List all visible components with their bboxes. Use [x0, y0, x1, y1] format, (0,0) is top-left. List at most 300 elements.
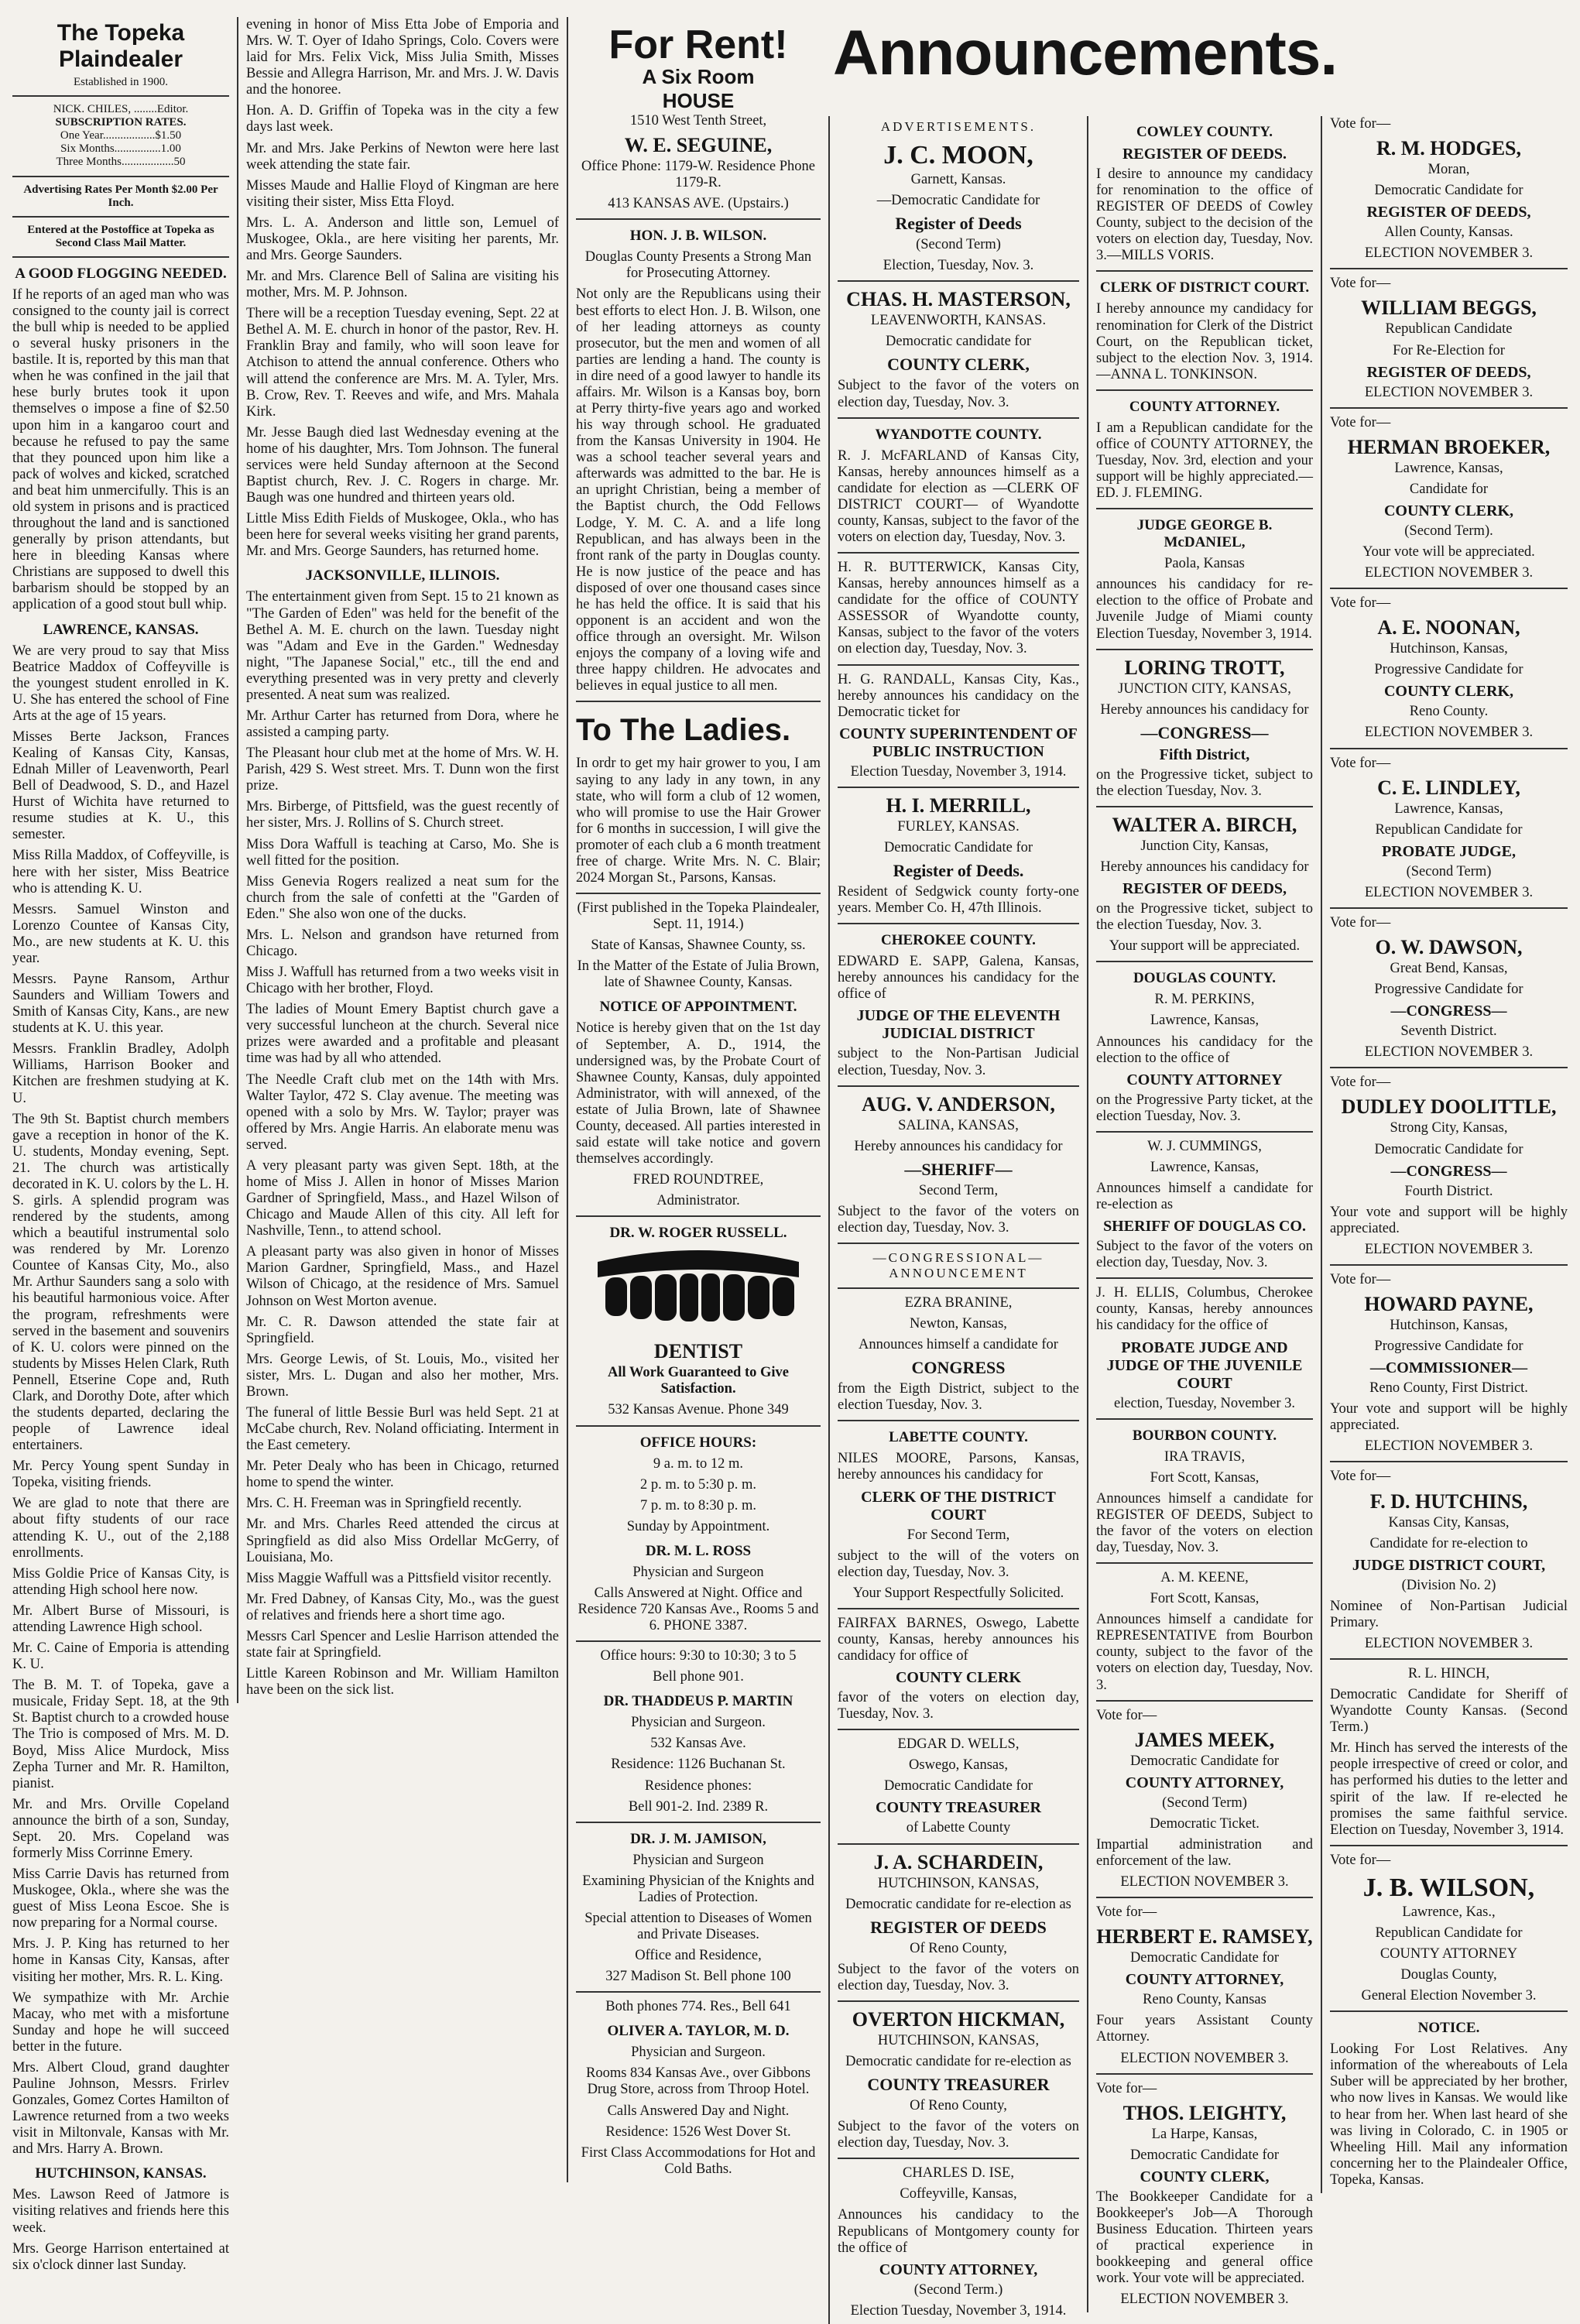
ad-paragraph: Resident of Sedgwick county forty-one years. Member Co. H, 47th Illinois. [838, 884, 1079, 917]
ad-line: JUNCTION CITY, KANSAS, [1118, 680, 1291, 697]
ad-line: Allen County, Kansas. [1384, 225, 1513, 241]
ad-line: Paola, Kansas [1164, 556, 1245, 572]
ad-line: Fourth District. [1404, 1183, 1493, 1199]
ad-line: Newton, Kansas, [910, 1316, 1007, 1332]
vote-for: Vote for— [1096, 2080, 1157, 2096]
ad-line: ELECTION NOVEMBER 3. [1120, 2291, 1289, 2308]
divider [838, 417, 1079, 419]
ad-line: La Harpe, Kansas, [1151, 2126, 1258, 2142]
article-paragraph: Little Miss Edith Fields of Muskogee, Okla., who has been here for several weeks visiting her grand parents, Mr. and Mrs. George Saunders, has returned home. [246, 511, 559, 560]
taylor-line: Physician and Surgeon. [631, 2045, 766, 2061]
ad-paragraph: R. J. McFARLAND of Kansas City, Kansas, hereby announces himself as a candidate for election as —CLERK OF DISTRICT COURT— of Wyandotte county, Kansas, subject to the favor of the voters on election day, Tuesday, Nov. 3. [838, 447, 1079, 546]
office-title: —COMMISSIONER— [1369, 1359, 1528, 1377]
ad-line: Hutchinson, Kansas, [1390, 641, 1508, 657]
divider [1330, 2010, 1568, 2012]
vote-for: Vote for— [1330, 276, 1391, 292]
article-paragraph: Miss Rilla Maddox, of Coffeyville, is here with her sister, Miss Beatrice who is attending K. U. [12, 848, 229, 896]
ad-line: Announces himself a candidate for [859, 1337, 1058, 1353]
ad-line: (Second Term) [1162, 1794, 1247, 1811]
candidate-name: A. E. NOONAN, [1377, 616, 1520, 639]
jamison-line: 327 Madison St. Bell phone 100 [605, 1969, 791, 1985]
ad-paragraph: Subject to the favor of the voters on election day, Tuesday, Nov. 3. [838, 1961, 1079, 1993]
article-paragraph: Misses Berte Jackson, Frances Kealing of Kansas City, Kansas, Ednah Miller of Leavenworth, Pearl Bell of Deadwood, S. D., and Hazel Hurst of Wichita have returned to resume studies at K. U., this semester. [12, 728, 229, 843]
ad-label: ADVERTISEMENTS. [880, 119, 1037, 134]
office-title: COUNTY ATTORNEY, [879, 2261, 1038, 2278]
article-paragraph: Mrs. George Lewis, of St. Louis, Mo., visited her sister, Mrs. L. Dugan and also her mother, Mrs. Brown. [246, 1351, 559, 1400]
article-paragraph: We are very proud to say that Miss Beatrice Maddox of Coffeyville is the youngest student enrolled in K. U. She has entered the school of Fine Arts at the age of 15 years. [12, 643, 229, 724]
ad-paragraph: Nominee of Non-Partisan Judicial Primary. [1330, 1598, 1568, 1630]
ad-paragraph: FAIRFAX BARNES, Oswego, Labette county, Kansas, hereby announces his candidacy for office of [838, 1615, 1079, 1664]
ad-line: Republican Candidate [1385, 321, 1513, 338]
office-title: SHERIFF OF DOUGLAS CO. [1103, 1218, 1306, 1236]
jacksonville-heading: JACKSONVILLE, ILLINOIS. [305, 567, 500, 584]
ad-paragraph: Your vote and support will be highly appreciated. [1330, 1401, 1568, 1434]
six-room: A Six Room [642, 65, 755, 88]
divider [1096, 270, 1313, 272]
ad-paragraph: on the Progressive Party ticket, at the election Tuesday, Nov. 3. [1096, 1092, 1313, 1124]
wilson-heading: HON. J. B. WILSON. [629, 228, 767, 245]
candidate-name: AUG. V. ANDERSON, [862, 1092, 1055, 1116]
office-title: Register of Deeds. [893, 861, 1024, 881]
ad-line: Garnett, Kansas. [910, 172, 1006, 187]
russell-heading: DR. W. ROGER RUSSELL. [609, 1225, 787, 1242]
jamison-heading: DR. J. M. JAMISON, [630, 1830, 766, 1847]
flogging-heading: A GOOD FLOGGING NEEDED. [15, 265, 227, 282]
section-heading: CLERK OF DISTRICT COURT. [1099, 279, 1310, 296]
ad-line: Democratic Candidate for [1129, 1753, 1280, 1769]
article-paragraph: Mr. and Mrs. Charles Reed attended the circus at Springfield as did also Miss Ordellar McGerry, of Louisiana, Mo. [246, 1517, 559, 1565]
office-title: REGISTER OF DEEDS. [1122, 146, 1287, 163]
ad-paragraph: subject to the Non-Partisan Judicial election, Tuesday, Nov. 3. [838, 1046, 1079, 1078]
ad-line: Your Support Respectfully Solicited. [852, 1585, 1064, 1601]
ad-line: ELECTION NOVEMBER 3. [1120, 2050, 1289, 2066]
divider [838, 1729, 1079, 1730]
rate-line: Six Months................1.00 [60, 142, 181, 156]
taylor-line: Residence: 1526 West Dover St. [605, 2123, 791, 2140]
notice-line: In the Matter of the Estate of Julia Brown, late of Shawnee County, Kansas. [577, 958, 820, 991]
article-paragraph: The Needle Craft club met on the 14th with Mrs. Walter Taylor, 472 S. Clay avenue. The meeting was opened with a solo by Mrs. W. Taylor; prayer was offered by Mrs. Angie Harris. An elaborate menu was served. [246, 1071, 559, 1153]
ad-line: For Re-Election for [1393, 342, 1505, 358]
candidate-name: HERMAN BROEKER, [1347, 435, 1551, 458]
ad-line: Hereby announces his candidacy for [1100, 701, 1309, 718]
candidate-name: R. M. HODGES, [1376, 137, 1522, 160]
martin-line: Bell 901-2. Ind. 2389 R. [628, 1798, 769, 1815]
martin-body [576, 1715, 821, 1815]
ad-line: Fort Scott, Kansas, [1150, 1469, 1260, 1486]
office-title: REGISTER OF DEEDS, [1366, 363, 1531, 381]
office-title: COUNTY CLERK, [1140, 2168, 1270, 2185]
ad-line: Lawrence, Kas., [1402, 1904, 1496, 1920]
article-paragraph: Mrs. L. Nelson and grandson have returned from Chicago. [246, 927, 559, 959]
ad-paragraph: J. H. ELLIS, Columbus, Cherokee county, Kansas, hereby announces his candidacy for the office of [1096, 1285, 1313, 1334]
ad-paragraph: Subject to the favor of the voters on election day, Tuesday, Nov. 3. [838, 378, 1079, 410]
article-paragraph: A pleasant party was also given in honor of Misses Marion Gardner, Springfield, Mass., and Hazel Wilson of Chicago, at the residence of Mrs. Samuel Johnson on West Morton avenue. [246, 1244, 559, 1309]
ad-line: SALINA, KANSAS, [898, 1117, 1019, 1133]
article-paragraph: Mrs. Birberge, of Pittsfield, was the guest recently of her sister, Mrs. J. Rollins of S. Church street. [246, 799, 559, 831]
ad-paragraph: The Bookkeeper Candidate for a Bookkeeper's Job—A Thorough Business Education. Thirteen years of practical experience in bookkeeping and general office work. Your vote will be appreciated. [1096, 2189, 1313, 2287]
ad-line: Of Reno County, [910, 2098, 1007, 2114]
office-title: COUNTY SUPERINTENDENT OF PUBLIC INSTRUCTION [839, 725, 1078, 760]
ad-line: Great Bend, Kansas, [1390, 961, 1508, 977]
vote-for: Vote for— [1330, 1852, 1391, 1868]
candidate-name: WILLIAM BEGGS, [1361, 296, 1537, 320]
martin-line: Physician and Surgeon. [631, 1715, 766, 1731]
divider [838, 1843, 1079, 1845]
article-paragraph: Not only are the Republicans using their best efforts to elect Hon. J. B. Wilson, one of her leading attorneys as county prosecutor, but the men and women of all parties are lending a hand. The county is in dire need of a good lawyer to handle its affairs. Mr. Wilson is a Kansas boy, born at Perry thirty-five years ago and worked his way through school. He graduated from the Kansas University in 1904. He was a school teacher several years and afterwards was admitted to the bar. He is an upright Christian, being a member of the Baptist church, the Odd Fellows Lodge, Y. M. C. A. and a life long Republican, and has always been in the front rank of the party in Douglas county. He is now justice of the peace and has disposed of over one thousand cases since he has held the office. It is said that his opponent is an accident and won the office through an oversight. Mr. Wilson enjoys the company of a loving wife and three happy children. He advocates and believes in equal justice to all men. [576, 286, 821, 694]
candidate-name: HERBERT E. RAMSEY, [1096, 1925, 1313, 1949]
article-paragraph: Miss Goldie Price of Kansas City, is attending High school here now. [12, 1565, 229, 1598]
lawrence-heading: LAWRENCE, KANSAS. [43, 621, 199, 638]
martin-line: Residence phones: [644, 1777, 752, 1794]
article-paragraph: Miss Genevia Rogers realized a neat sum for the church from the sale of confetti at the "Garden of Eden." She also won one of the ducks. [246, 873, 559, 922]
ad-paragraph: Announces himself a candidate for REGISTER OF DEEDS, Subject to the favor of the voters on election day, Tuesday, Nov. 3. [1096, 1490, 1313, 1555]
article-paragraph: Messrs. Samuel Winston and Lorenzo Countee of Kansas City, Mo., are new students at K. U. this year. [12, 901, 229, 966]
divider [838, 1085, 1079, 1087]
announcements-banner: Announcements. [833, 18, 1338, 88]
ad-line: Candidate for [1409, 481, 1489, 497]
divider [838, 280, 1079, 282]
article-paragraph: The ladies of Mount Emery Baptist church gave a very successful luncheon at the church. Several nice prizes were awarded and a profitable and pleasant time was had by all who attended. [246, 1002, 559, 1067]
ad-line: Hutchinson, Kansas, [1390, 1317, 1508, 1333]
divider [1330, 1658, 1568, 1660]
ross-line: Calls Answered at Night. Office and Residence 720 Kansas Ave., Rooms 5 and 6. PHONE 3387. [578, 1585, 819, 1634]
article-paragraph: Mrs. Albert Cloud, grand daughter Pauline Johnson, Messrs. Frirlev Gonzales, Gomez Cortes Hamilton of Lawrence returned from a two weeks visit in Miltonvale, Kansas with Mr. and Mrs. Harry A. Brown. [12, 2059, 229, 2158]
jamison-line: Examining Physician of the Knights and Ladies of Protection. [582, 1873, 814, 1905]
taylor-phones: Both phones 774. Res., Bell 641 [605, 1999, 791, 2015]
divider [1330, 748, 1568, 749]
divider [838, 2000, 1079, 2002]
section-heading: WYANDOTTE COUNTY. [875, 426, 1042, 443]
article-paragraph: Mr. Fred Dabney, of Kansas City, Mo., was the guest of relatives and friends here a short time ago. [246, 1591, 559, 1623]
ad-line: ELECTION NOVEMBER 3. [1364, 725, 1534, 741]
ad-label: —CONGRESSIONAL— ANNOUNCEMENT [872, 1249, 1044, 1280]
lawrence-body [12, 643, 229, 2158]
ad-line: A. M. KEENE, [1160, 1570, 1249, 1586]
ad-paragraph: Announces his candidacy to the Republicans of Montgomery county for the office of [838, 2207, 1079, 2256]
masthead-title: The Topeka Plaindealer [57, 20, 185, 72]
teeth-illustration [576, 1246, 821, 1332]
ad-line: Junction City, Kansas, [1140, 838, 1269, 854]
ad-line: election, Tuesday, November 3. [1113, 1395, 1296, 1411]
divider [838, 1608, 1079, 1609]
jamison-line: Special attention to Diseases of Women and Private Diseases. [584, 1910, 812, 1943]
ad-line: Reno County, Kansas [1143, 1992, 1266, 2008]
ad-line: Oswego, Kansas, [909, 1757, 1008, 1774]
ad-paragraph: Democratic Candidate for Sheriff of Wyandotte County Kansas. (Second Term.) [1330, 1687, 1568, 1736]
dentist-label: DENTIST [653, 1340, 743, 1363]
office-title: PROBATE JUDGE, [1382, 842, 1516, 860]
ad-line: (Second Term). [1404, 523, 1493, 539]
entered-note: Entered at the Postoffice at Topeka as Second Class Mail Matter. [27, 223, 214, 249]
ad-paragraph: Subject to the favor of the voters on election day, Tuesday, Nov. 3. [1096, 1239, 1313, 1271]
ad-line: Progressive Candidate for [1374, 1339, 1523, 1355]
article-paragraph: Mr. and Mrs. Jake Perkins of Newton were here last week attending the state fair. [246, 140, 559, 173]
subscription-header: SUBSCRIPTION RATES. [55, 116, 187, 129]
candidate-name: F. D. HUTCHINS, [1369, 1489, 1528, 1513]
ad-line: IRA TRAVIS, [1164, 1448, 1246, 1465]
divider [1330, 268, 1568, 269]
candidate-name: H. I. MERRILL, [886, 794, 1031, 817]
ad-line: Democratic Candidate for [1129, 2147, 1280, 2163]
candidate-name: C. E. LINDLEY, [1377, 776, 1520, 799]
office-title: Register of Deeds [895, 214, 1022, 234]
section-heading: NOTICE. [1417, 2020, 1480, 2037]
article-paragraph: Miss Carrie Davis has returned from Muskogee, Okla., where she was the guest of Miss Leona Escoe. She is now preparing for a Normal course. [12, 1866, 229, 1932]
ad-paragraph: I hereby announce my candidacy for renomination for Clerk of the District Court, on the Republican ticket, subject to the election Nov. 3, 1914.—ANNA L. TONKINSON. [1096, 301, 1313, 382]
article-paragraph: The entertainment given from Sept. 15 to 21 known as "The Garden of Eden" was held for the benefit of the Bethel A. M. E. church on the lawn. Tuesday night was "Adam and Eve in the Garden." Wednesday night, "The Japanese Social," etc., till the end and everything presented was in very pretty and cleverly presented. A neat sum was realized. [246, 589, 559, 703]
section-heading: CHEROKEE COUNTY. [881, 932, 1036, 949]
ad-line: For Second Term, [907, 1527, 1010, 1543]
article-paragraph: Mr. C. R. Dawson attended the state fair at Springfield. [246, 1314, 559, 1346]
ad-line: Democratic Candidate for [883, 839, 1033, 855]
office-title: COUNTY CLERK [895, 1669, 1022, 1687]
divider [1096, 2073, 1313, 2075]
russell-address: 532 Kansas Avenue. Phone 349 [608, 1402, 789, 1418]
ad-line: ELECTION NOVEMBER 3. [1364, 884, 1534, 900]
ad-paragraph: Announces his candidacy for the election to the office of [1096, 1033, 1313, 1066]
ad-line: Election Tuesday, November 3, 1914. [850, 763, 1067, 780]
article-paragraph: Mrs. J. P. King has returned to her home in Kansas City, Kansas, after visiting her mother, Mrs. R. L. King. [12, 1936, 229, 1985]
ad-line: HUTCHINSON, KANSAS, [877, 1875, 1040, 1891]
ad-line: Second Term, [918, 1182, 999, 1198]
candidate-name: OVERTON HICKMAN, [852, 2007, 1065, 2031]
ad-line: Lawrence, Kansas, [1394, 800, 1503, 817]
martin-phone: Bell phone 901. [653, 1669, 744, 1685]
office-title: —CONGRESS— [1140, 722, 1269, 742]
office-title: JUDGE DISTRICT COURT, [1352, 1556, 1546, 1574]
rate-line: One Year..................$1.50 [60, 129, 182, 142]
ad-paragraph: Announces himself a candidate for REPRESENTATIVE from Bourbon county, subject to the favor of the voters on election day, Tuesday, Nov. 3. [1096, 1612, 1313, 1693]
divider [1330, 407, 1568, 409]
masthead-editor: NICK. CHILES, ........Editor. [53, 103, 189, 116]
jamison-line: Office and Residence, [635, 1948, 762, 1964]
ad-paragraph: Subject to the favor of the voters on election day, Tuesday, Nov. 3. [838, 2119, 1079, 2151]
ad-line: Reno County, First District. [1369, 1380, 1528, 1397]
ad-line: Republican Candidate for [1375, 821, 1523, 838]
ad-line: Progressive Candidate for [1374, 982, 1523, 998]
hours-line: 9 a. m. to 12 m. [653, 1455, 744, 1472]
office-title: CONGRESS [911, 1358, 1006, 1378]
notice-signature: Administrator. [656, 1193, 740, 1209]
ad-paragraph: H. R. BUTTERWICK, Kansas City, Kansas, hereby announces himself as a candidate for the office of COUNTY ASSESSOR of Wyandotte county, Kansas, subject to the favor of the voters on election day, Tuesday, Nov. 3. [838, 560, 1079, 657]
taylor-line: First Class Accommodations for Hot and Cold Baths. [581, 2144, 816, 2177]
divider [1096, 1277, 1313, 1279]
article-paragraph: Mr. Albert Burse of Missouri, is attending Lawrence High school. [12, 1602, 229, 1635]
ad-line: of Labette County [906, 1820, 1011, 1836]
divider [838, 1420, 1079, 1421]
vote-for: Vote for— [1096, 1904, 1157, 1921]
divider [838, 2158, 1079, 2159]
taylor-body [576, 2045, 821, 2178]
ad-line: Democratic Candidate for [1129, 1950, 1280, 1966]
house-address: 1510 West Tenth Street, [629, 113, 767, 129]
ad-line: Democratic candidate for re-election as [845, 2054, 1071, 2069]
article-paragraph: A very pleasant party was given Sept. 18th, at the home of Miss J. Allen in honor of Misses Marion Gardner of Springfield, Mass., and Hazel Wilson of Chicago and Maude Allen of this city. All left for Nashville, Tenn., to attend school. [246, 1157, 559, 1239]
office-title: COUNTY CLERK, [1383, 502, 1514, 519]
ad-line: Hereby announces his candidacy for [854, 1138, 1063, 1154]
ad-line: Democratic candidate for re-election as [845, 1896, 1071, 1912]
article-paragraph: Messrs. Franklin Bradley, Adolph Williams, Harrison Booker and Kitchen are freshmen studying at K. U. [12, 1041, 229, 1106]
ad-paragraph: NILES MOORE, Parsons, Kansas, hereby announces his candidacy for [838, 1451, 1079, 1483]
divider [1096, 1418, 1313, 1420]
article-paragraph: Misses Maude and Hallie Floyd of Kingman are here visiting their sister, Miss Etta Floyd. [246, 177, 559, 210]
ad-paragraph: H. G. RANDALL, Kansas City, Kas., hereby announces his candidacy on the Democratic ticket for [838, 671, 1079, 720]
hours-heading: OFFICE HOURS: [639, 1434, 757, 1451]
divider [838, 787, 1079, 788]
martin-hours: Office hours: 9:30 to 10:30; 3 to 5 [600, 1648, 797, 1664]
ad-line: Progressive Candidate for [1374, 662, 1523, 678]
divider [1330, 1845, 1568, 1846]
notice-intro [576, 900, 821, 991]
article-paragraph: Miss J. Waffull has returned from a two weeks visit in Chicago with her brother, Floyd. [246, 965, 559, 997]
section-heading: LABETTE COUNTY. [889, 1429, 1028, 1446]
ad-line: EDGAR D. WELLS, [897, 1736, 1020, 1753]
column-3 [567, 17, 828, 2182]
ad-line: Lawrence, Kansas, [1150, 1159, 1260, 1175]
ad-line: Seventh District. [1400, 1023, 1497, 1040]
article-paragraph: Mr. and Mrs. Clarence Bell of Salina are visiting his mother, Mrs. M. P. Johnson. [246, 269, 559, 301]
candidate-name: J. A. SCHARDEIN, [873, 1850, 1044, 1873]
ad-paragraph: Your vote and support will be highly appreciated. [1330, 1204, 1568, 1236]
ad-paragraph: favor of the voters on election day, Tuesday, Nov. 3. [838, 1690, 1079, 1722]
house-heading: HOUSE [662, 89, 735, 112]
ad-line: EZRA BRANINE, [904, 1294, 1013, 1311]
taylor-line: Calls Answered Day and Night. [607, 2103, 790, 2119]
article-paragraph: There will be a reception Tuesday evening, Sept. 22 at Bethel A. M. E. church in honor of the pastor, Rev. H. Franklin Bray and family, who will soon leave for Atchison to attend the annual conference. Others who will attend the conference are Mrs. M. A. Tyler, Mrs. B. Crow, Rev. T. Reeves and wife, and Mrs. Mahala Kirk. [246, 306, 559, 420]
ad-line: Hereby announces his candidacy for [1100, 859, 1309, 876]
column-5 [1087, 116, 1321, 2312]
ad-line: Your support will be appreciated. [1109, 938, 1301, 955]
ad-line: ELECTION NOVEMBER 3. [1364, 1241, 1534, 1257]
ad-line: ELECTION NOVEMBER 3. [1364, 384, 1534, 400]
office-title: REGISTER OF DEEDS, [1122, 880, 1287, 898]
notice-line: (First published in the Topeka Plaindealer, Sept. 11, 1914.) [577, 900, 820, 933]
divider [1330, 1264, 1568, 1266]
divider [838, 1243, 1079, 1244]
divider [1096, 806, 1313, 807]
article-paragraph: Messrs Carl Spencer and Leslie Harrison attended the state fair at Springfield. [246, 1628, 559, 1661]
vote-for: Vote for— [1330, 1075, 1391, 1091]
office-title: COUNTY CLERK, [887, 355, 1030, 375]
ad-line: ELECTION NOVEMBER 3. [1120, 1874, 1289, 1890]
office-title: COUNTY TREASURER [876, 1799, 1041, 1817]
hutchinson-heading: HUTCHINSON, KANSAS. [35, 2165, 207, 2182]
jamison-body [576, 1853, 821, 1986]
ad-line: Election Tuesday, November 3, 1914. [850, 2302, 1067, 2319]
ad-paragraph: I desire to announce my candidacy for renomination to the office of REGISTER OF DEEDS of Cowley County, subject to the decision of the voters on election day, Tuesday, Nov. 3.—MILLS VORIS. [1096, 166, 1313, 264]
vote-for: Vote for— [1330, 116, 1391, 132]
divider [1096, 961, 1313, 962]
seguine-phone: Office Phone: 1179-W. Residence Phone 1179-R. [581, 159, 815, 191]
section-heading: BOURBON COUNTY. [1132, 1427, 1277, 1444]
article-paragraph: Hon. A. D. Griffin of Topeka was in the city a few days last week. [246, 103, 559, 135]
hours-list [576, 1456, 821, 1535]
divider [838, 1287, 1079, 1289]
ad-line: ELECTION NOVEMBER 3. [1364, 1438, 1534, 1455]
article-paragraph: The funeral of little Bessie Burl was held Sept. 21 at McCabe church, Rev. Noland officiating. Interment in the East cemetery. [246, 1405, 559, 1454]
seguine-address: 413 KANSAS AVE. (Upstairs.) [608, 196, 789, 212]
divider [1096, 389, 1313, 391]
jamison-line: Physician and Surgeon [632, 1852, 764, 1868]
ad-line: Reno County. [1409, 704, 1489, 720]
ad-line: Of Reno County, [910, 1940, 1007, 1956]
ad-line: (Second Term.) [913, 2281, 1003, 2298]
ross-heading: DR. M. L. ROSS [645, 1542, 752, 1559]
ad-line: Your vote will be appreciated. [1362, 544, 1535, 560]
ad-paragraph: I am a Republican candidate for the office of COUNTY ATTORNEY, the Tuesday, Nov. 3rd, election and your support will be highly appreciated.—ED. J. FLEMING. [1096, 420, 1313, 502]
notice-line: State of Kansas, Shawnee County, ss. [591, 937, 806, 954]
article-paragraph: Mrs. George Harrison entertained at six o'clock dinner last Sunday. [12, 2240, 229, 2273]
office-title: REGISTER OF DEEDS, [1366, 204, 1531, 221]
ad-paragraph: subject to the will of the voters on election day, Tuesday, Nov. 3. [838, 1548, 1079, 1580]
vote-for: Vote for— [1330, 414, 1391, 430]
article-paragraph: We sympathize with Mr. Archie Macay, who met with a misfortune Sunday and hope he will succeed better in the future. [12, 1990, 229, 2055]
ad-paragraph: Subject to the favor of the voters on election day, Tuesday, Nov. 3. [838, 1203, 1079, 1236]
martin-line: Residence: 1126 Buchanan St. [611, 1757, 786, 1773]
social-notes [246, 17, 559, 560]
office-title: CLERK OF THE DISTRICT COURT [861, 1488, 1056, 1524]
candidate-name: THOS. LEIGHTY, [1122, 2101, 1287, 2124]
taylor-line: Rooms 834 Kansas Ave., over Gibbons Drug Store, across from Throop Hotel. [586, 2065, 811, 2098]
ad-line: (Second Term) [1406, 863, 1492, 879]
article-paragraph: The Pleasant hour club met at the home of Mrs. W. H. Parish, 429 S. West street. Mrs. T. Dunn won the first prize. [246, 746, 559, 794]
office-title: COUNTY ATTORNEY, [1125, 1971, 1284, 1989]
ad-line: Democratic Candidate for [1374, 183, 1523, 199]
ad-paragraph: Looking For Lost Relatives. Any information of the whereabouts of Lela Suber will be appreciated by her brother, who now lives in Kansas. We would like to hear from her. When last heard of she was living in Colorado, C. in 1905 or Wheeling Hill. Mail any information concerning her to the Plaindealer Office, Topeka, Kansas. [1330, 2041, 1568, 2188]
hutchinson-body [12, 2187, 229, 2273]
candidate-name: LORING TROTT, [1124, 656, 1285, 679]
ad-line: LEAVENWORTH, KANSAS. [870, 313, 1047, 329]
russell-note: All Work Guaranteed to Give Satisfaction. [608, 1365, 789, 1397]
column-4 [828, 116, 1087, 2324]
article-paragraph: We are glad to note that there are about fifty students of our race attending K. U., out of the 2,188 enrollments. [12, 1496, 229, 1561]
candidate-name: HOWARD PAYNE, [1364, 1292, 1534, 1315]
rate-line: Three Months..................50 [56, 156, 186, 169]
vote-for: Vote for— [1330, 755, 1391, 771]
article-paragraph: The 9th St. Baptist church members gave a reception in honor of the K. U. students, Monday evening, Sept. 21. The church was artistically decorated in K. U. colors by the L. H. S. girls. A splendid program was rendered by the students, among which a beautiful instrumental solo was rendered by Mr. Lorenzo Countee of Kansas City, Mo., also Mr. Arthur Saunders sang a solo with his beautiful harmonious voice. After the program, refreshments were served in the basement and souvenirs of K. U. colors were pinned on the students by Misses Helen Clark, Ruth Pennell, Etserine Cope and, Ruth Clark, and Dorothy Dote, after which the students departed, declaring the people of Lawrence ideal entertainers. [12, 1111, 229, 1454]
article-paragraph: In ordr to get my hair grower to you, I am saying to any lady in any town, in any state, who will form a club of 12 women, who will promise to use the Hair Grower for 6 months in succession, I will give the promoter of each club a 6 month treatment free of charge. Write Mrs. N. C. Blair; 2024 Morgan St., Parsons, Kansas. [576, 756, 821, 886]
notice-signature: FRED ROUNDTREE, [632, 1172, 764, 1188]
article-paragraph: The B. M. T. of Topeka, gave a musicale, Friday Sept. 18, at the 9th St. Baptist church to a crowded house The Trio is composed of Mrs. M. D. Boyd, Miss Alice Murdock, Miss Zepha Turner and Mr. R. Hamilton, pianist. [12, 1678, 230, 1791]
ad-line: ELECTION NOVEMBER 3. [1364, 245, 1534, 262]
candidate-name: JAMES MEEK, [1134, 1728, 1275, 1751]
office-title: REGISTER OF DEEDS [870, 1917, 1047, 1937]
ad-line: Democratic candidate for [886, 334, 1031, 350]
ad-line: R. L. HINCH, [1407, 1665, 1490, 1681]
hours-line: Sunday by Appointment. [626, 1518, 770, 1534]
martin-heading: DR. THADDEUS P. MARTIN [603, 1693, 793, 1710]
candidate-name: J. C. MOON, [883, 141, 1033, 170]
office-title: COUNTY CLERK, [1383, 683, 1514, 701]
column-6 [1321, 116, 1575, 2193]
divider [1330, 1067, 1568, 1068]
article-paragraph: Mr. Percy Young spent Sunday in Topeka, visiting friends. [12, 1458, 229, 1491]
article-paragraph: Mr. Jesse Baugh died last Wednesday evening at the home of his daughter, Mrs. Tom Johnson. The funeral services were held Sunday afternoon at the Second Baptist church, Rev. J. C. Rogers in charge. Mr. Baugh was one hundred and thirteen years old. [246, 424, 559, 506]
ad-line: Election, Tuesday, Nov. 3. [883, 258, 1034, 274]
vote-for: Vote for— [1330, 595, 1391, 612]
ad-line: COUNTY ATTORNEY [1380, 1946, 1518, 1962]
article-paragraph: Mr. C. Caine of Emporia is attending K. U. [12, 1640, 229, 1673]
article-paragraph: Miss Dora Waffull is teaching at Carso, Mo. She is well fitted for the position. [246, 836, 559, 869]
ad-line: —Democratic Candidate for [876, 193, 1040, 209]
ladies-heading: To The Ladies. [576, 713, 791, 748]
divider [1096, 1562, 1313, 1564]
section-heading: COWLEY COUNTY. [1136, 124, 1273, 140]
article-paragraph: Mrs. C. H. Freeman was in Springfield recently. [246, 1496, 522, 1512]
ad-line: Democratic Candidate for [883, 1778, 1033, 1794]
divider [838, 923, 1079, 924]
ad-line: Strong City, Kansas, [1390, 1120, 1508, 1136]
